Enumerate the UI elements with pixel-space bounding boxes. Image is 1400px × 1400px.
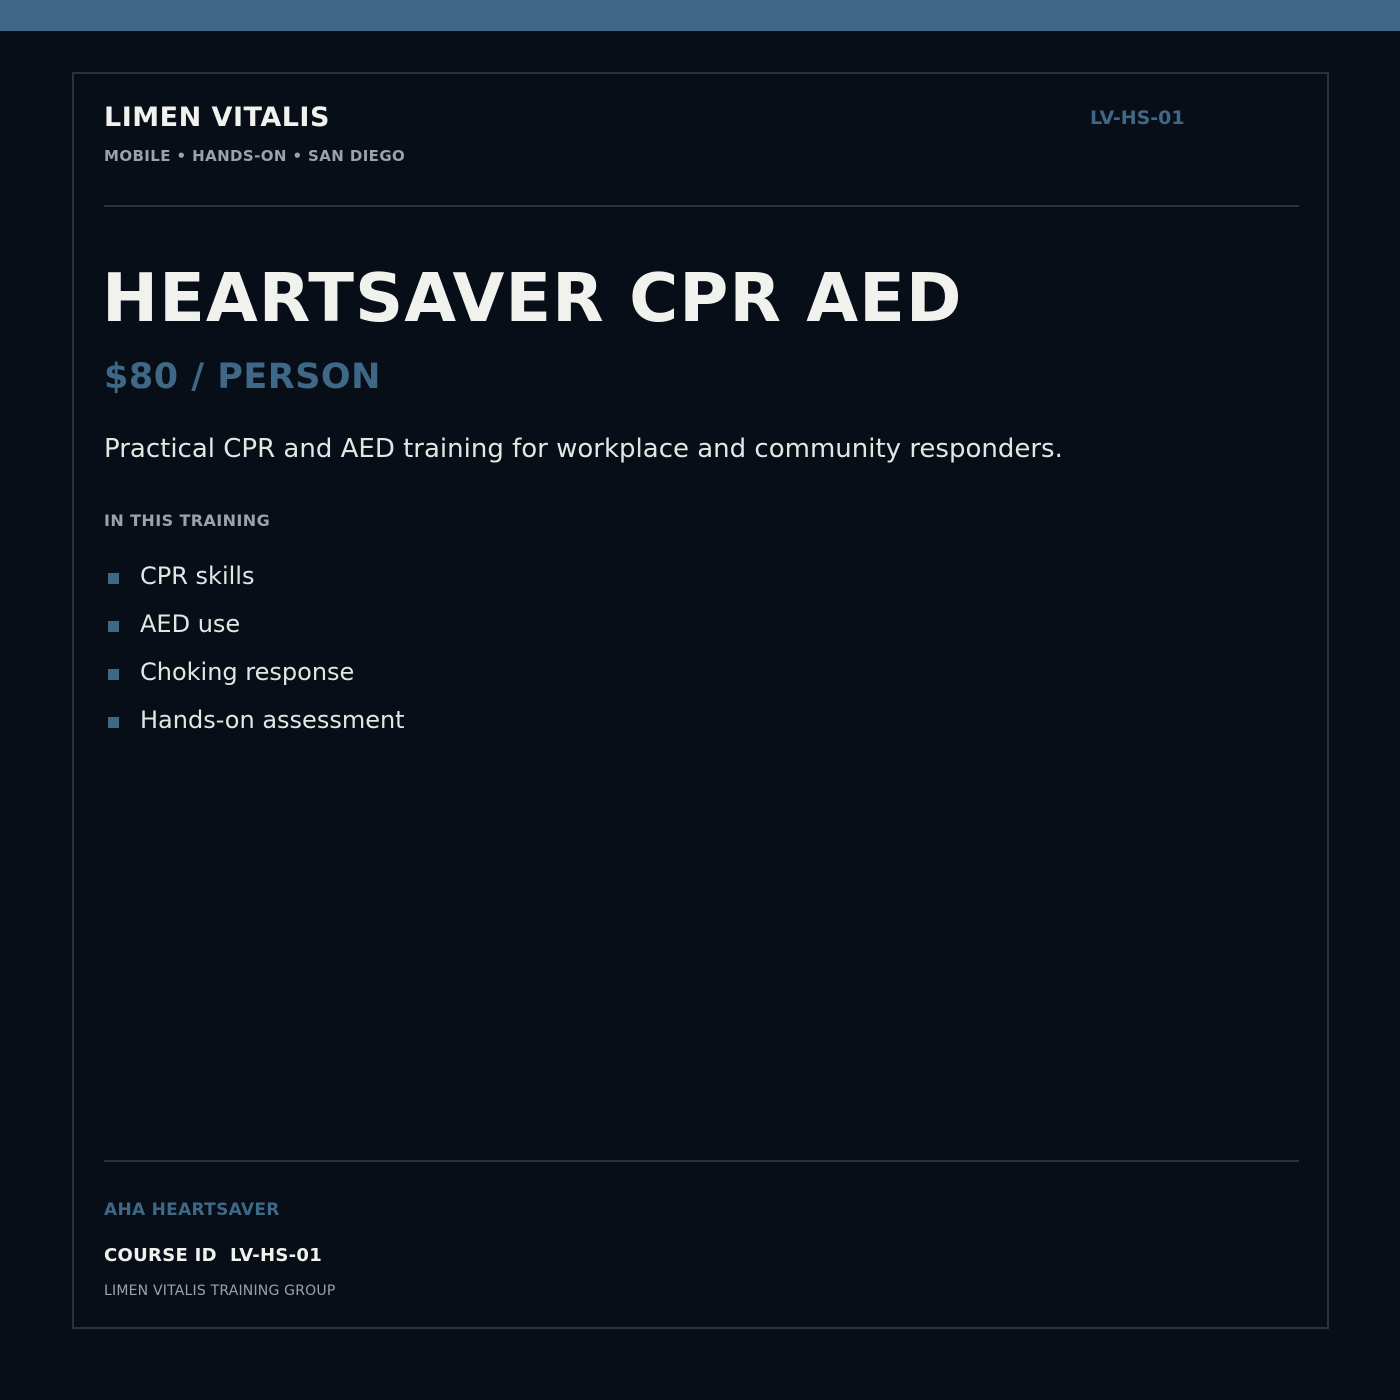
list-item xyxy=(104,600,405,648)
course-id-line xyxy=(104,1245,322,1266)
square-bullet-icon xyxy=(108,669,119,680)
course-id-value: LV-HS-01 xyxy=(230,1245,323,1266)
square-bullet-icon xyxy=(108,717,119,728)
training-list xyxy=(104,552,405,744)
list-item xyxy=(104,552,405,600)
list-item xyxy=(104,648,405,696)
course-price: $80 / PERSON xyxy=(104,357,381,397)
header-divider xyxy=(104,205,1299,207)
organization-name: LIMEN VITALIS TRAINING GROUP xyxy=(104,1283,336,1299)
course-id-label: COURSE ID xyxy=(104,1245,217,1266)
square-bullet-icon xyxy=(108,621,119,632)
brand-tagline: MOBILE • HANDS-ON • SAN DIEGO xyxy=(104,147,406,165)
course-title: HEARTSAVER CPR AED xyxy=(102,259,963,337)
top-accent-bar xyxy=(0,0,1400,31)
training-section-label: IN THIS TRAINING xyxy=(104,511,271,530)
list-item-label: CPR skills xyxy=(140,562,255,590)
list-item-label: Choking response xyxy=(140,658,355,686)
footer-divider xyxy=(104,1160,1299,1162)
list-item-label: Hands-on assessment xyxy=(140,706,405,734)
list-item-label: AED use xyxy=(140,610,241,638)
certification-label: AHA HEARTSAVER xyxy=(104,1200,280,1220)
course-card xyxy=(72,72,1329,1329)
list-item xyxy=(104,696,405,744)
course-code: LV-HS-01 xyxy=(1090,107,1185,129)
course-description: Practical CPR and AED training for workplace and community responders. xyxy=(104,434,1063,464)
square-bullet-icon xyxy=(108,573,119,584)
brand-name: LIMEN VITALIS xyxy=(104,102,330,133)
